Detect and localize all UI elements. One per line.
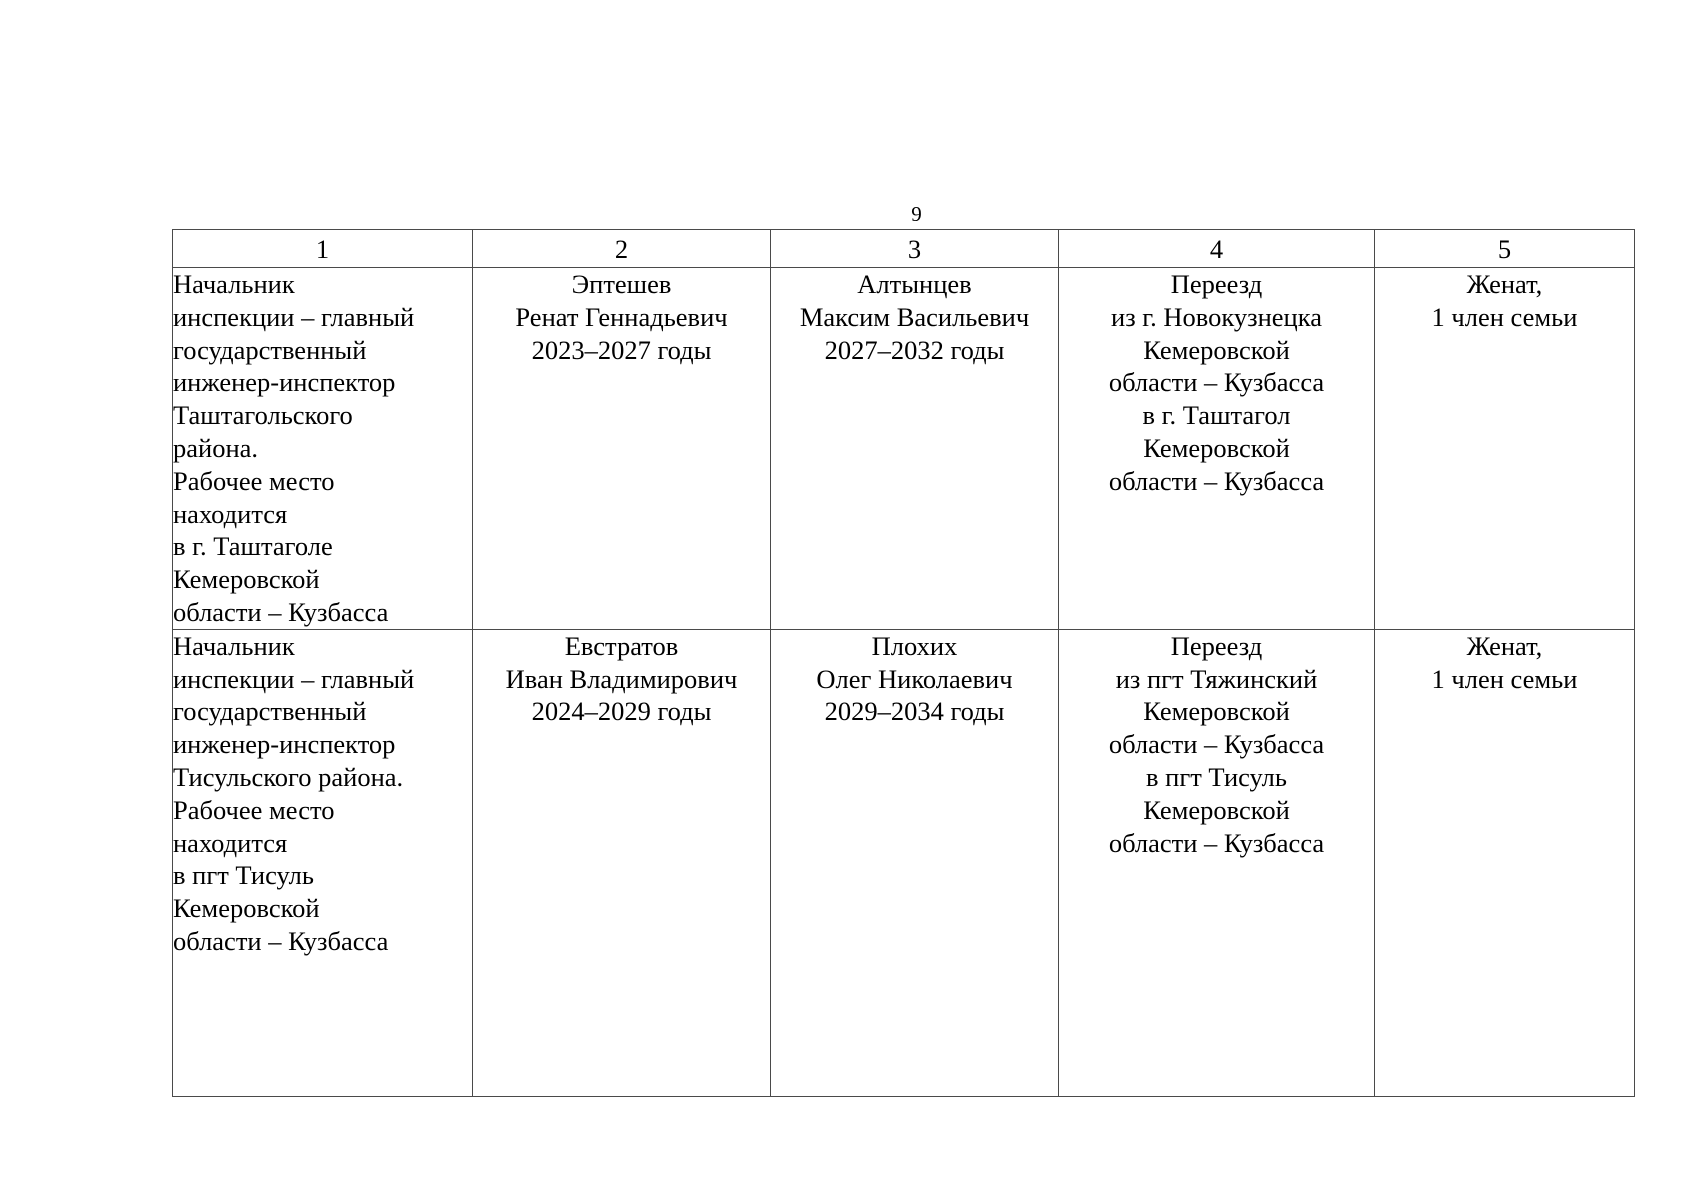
position-line: Кемеровской bbox=[173, 564, 320, 595]
relocation-line: Переезд bbox=[1170, 269, 1263, 299]
family-members: 1 член семьи bbox=[1431, 301, 1578, 332]
current-holder-term: 2023–2027 годы bbox=[531, 334, 712, 365]
successor-cell bbox=[771, 629, 1059, 1096]
position-line: находится bbox=[173, 827, 288, 858]
relocation-line: области – Кузбасса bbox=[1108, 827, 1325, 858]
relocation-cell bbox=[1059, 629, 1375, 1096]
position-line: Рабочее место bbox=[173, 794, 335, 825]
position-line: Начальник bbox=[173, 269, 295, 299]
position-line: государственный bbox=[173, 696, 367, 727]
successor-surname: Плохих bbox=[871, 630, 958, 661]
table-row bbox=[173, 629, 1635, 1096]
column-header-1: 1 bbox=[173, 230, 473, 268]
position-line: инспекции – главный bbox=[173, 663, 415, 694]
relocation-line: Переезд bbox=[1170, 630, 1263, 661]
successor-term: 2029–2034 годы bbox=[824, 696, 1005, 727]
column-header-4: 4 bbox=[1059, 230, 1375, 268]
position-line: Таштагольского bbox=[173, 400, 353, 431]
position-line: области – Кузбасса bbox=[173, 925, 389, 956]
position-line: инспекции – главный bbox=[173, 301, 415, 332]
position-line: Кемеровской bbox=[173, 893, 320, 924]
current-holder-name: Иван Владимирович bbox=[505, 663, 738, 694]
successor-name: Максим Васильевич bbox=[799, 301, 1030, 332]
relocation-line: из пгт Тяжинский bbox=[1115, 663, 1318, 694]
relocation-line: из г. Новокузнецка bbox=[1111, 301, 1322, 332]
column-header-2: 2 bbox=[473, 230, 771, 268]
successor-cell bbox=[771, 268, 1059, 630]
relocation-line: области – Кузбасса bbox=[1108, 367, 1325, 398]
position-line: находится bbox=[173, 498, 288, 529]
column-header-3: 3 bbox=[771, 230, 1059, 268]
position-line: области – Кузбасса bbox=[173, 596, 389, 627]
successor-surname: Алтынцев bbox=[857, 269, 972, 299]
marital-status: Женат, bbox=[1466, 630, 1543, 661]
current-holder-cell bbox=[473, 268, 771, 630]
successor-term: 2027–2032 годы bbox=[824, 334, 1005, 365]
relocation-line: Кемеровской bbox=[1143, 432, 1290, 463]
position-line: в пгт Тисуль bbox=[173, 860, 314, 891]
family-status-cell bbox=[1375, 629, 1635, 1096]
position-line: государственный bbox=[173, 334, 367, 365]
current-holder-cell bbox=[473, 629, 771, 1096]
family-status-cell bbox=[1375, 268, 1635, 630]
table-header-row bbox=[173, 230, 1635, 268]
position-line: инженер-инспектор bbox=[173, 729, 396, 760]
position-line: в г. Таштаголе bbox=[173, 531, 333, 562]
current-holder-surname: Эптешев bbox=[571, 269, 672, 299]
column-header-5: 5 bbox=[1375, 230, 1635, 268]
marital-status: Женат, bbox=[1466, 269, 1543, 299]
current-holder-surname: Евстратов bbox=[564, 630, 679, 661]
page-number: 9 bbox=[911, 202, 922, 226]
relocation-line: области – Кузбасса bbox=[1108, 465, 1325, 496]
relocation-cell bbox=[1059, 268, 1375, 630]
relocation-line: Кемеровской bbox=[1143, 794, 1290, 825]
position-cell bbox=[173, 268, 473, 630]
position-line: Тисульского района. bbox=[173, 761, 404, 792]
relocation-line: области – Кузбасса bbox=[1108, 729, 1325, 760]
position-line: инженер-инспектор bbox=[173, 367, 396, 398]
family-members: 1 член семьи bbox=[1431, 663, 1578, 694]
table-row bbox=[173, 268, 1635, 630]
personnel-table bbox=[172, 229, 1635, 1097]
current-holder-term: 2024–2029 годы bbox=[531, 696, 712, 727]
current-holder-name: Ренат Геннадьевич bbox=[515, 301, 728, 332]
relocation-line: в г. Таштагол bbox=[1142, 400, 1291, 431]
position-line: Начальник bbox=[173, 630, 295, 661]
position-line: Рабочее место bbox=[173, 465, 335, 496]
relocation-line: Кемеровской bbox=[1143, 696, 1290, 727]
position-cell bbox=[173, 629, 473, 1096]
relocation-line: в пгт Тисуль bbox=[1146, 761, 1287, 792]
successor-name: Олег Николаевич bbox=[816, 663, 1013, 694]
position-line: района. bbox=[173, 432, 259, 463]
relocation-line: Кемеровской bbox=[1143, 334, 1290, 365]
